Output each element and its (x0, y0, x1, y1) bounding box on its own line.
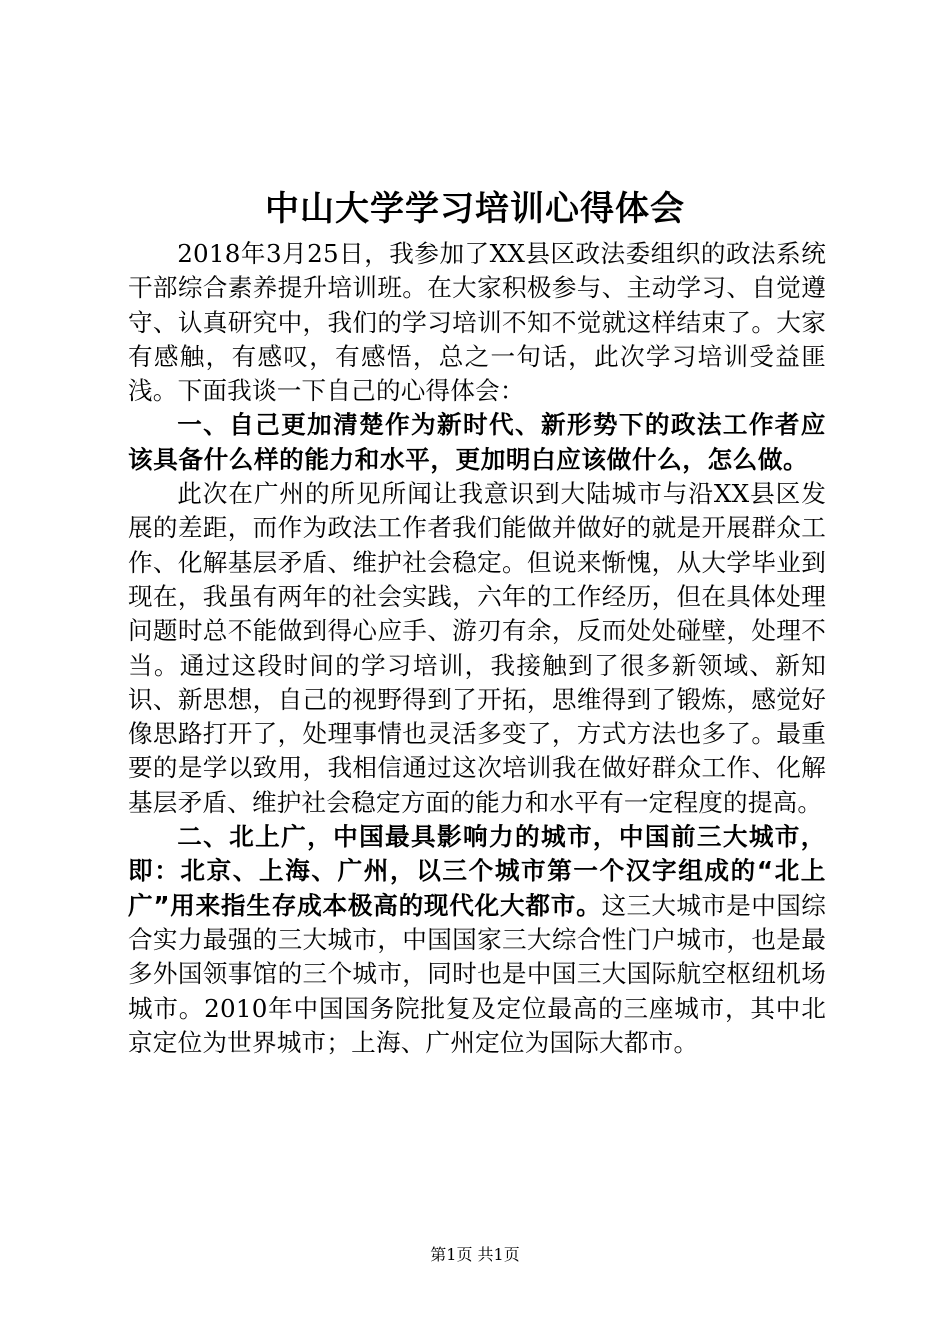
section-heading-1: 一、自己更加清楚作为新时代、新形势下的政法工作者应该具备什么样的能力和水平，更加明白应该做什么，怎么做。 (128, 410, 826, 474)
section-1-paragraph: 此次在广州的所见所闻让我意识到大陆城市与沿XX县区发展的差距，而作为政法工作者我们能做并做好的就是开展群众工作、化解基层矛盾、维护社会稳定。但说来惭愧，从大学毕业到现在，我虽有两年的社会实践，六年的工作经历，但在具体处理问题时总不能做到得心应手、游刃有余，反而处处碰壁，处理不当。通过这段时间的学习培训，我接触到了很多新领域、新知识、新思想，自己的视野得到了开拓，思维得到了锻炼，感觉好像思路打开了，处理事情也灵活多变了，方式方法也多了。最重要的是学以致用，我相信通过这次培训我在做好群众工作、化解基层矛盾、维护社会稳定方面的能力和水平有一定程度的提高。 (128, 479, 826, 817)
section-heading-2: 二、北上广，中国最具影响力的城市，中国前三大城市，即：北京、上海、广州，以三个城市第一个汉字组成的“北上广”用来指生存成本极高的现代化大都市。 (128, 822, 826, 920)
section-2-paragraph (128, 820, 826, 1060)
intro-paragraph: 2018年3月25日，我参加了XX县区政法委组织的政法系统干部综合素养提升培训班。在大家积极参与、主动学习、自觉遵守、认真研究中，我们的学习培训不知不觉就这样结束了。大家有感触，有感叹，有感悟，总之一句话，此次学习培训受益匪浅。下面我谈一下自己的心得体会： (128, 239, 826, 406)
page-footer: 第1页 共1页 (430, 1245, 520, 1264)
document-body (128, 237, 826, 1060)
section-2-text: 这三大城市是中国综合实力最强的三大城市，中国国家三大综合性门户城市，也是最多外国领事馆的三个城市，同时也是中国三大国际航空枢纽机场城市。2010年中国国务院批复及定位最高的三座城市，其中北京定位为世界城市；上海、广州定位为国际大都市。 (128, 890, 826, 1057)
document-title: 中山大学学习培训心得体会 (265, 189, 685, 229)
